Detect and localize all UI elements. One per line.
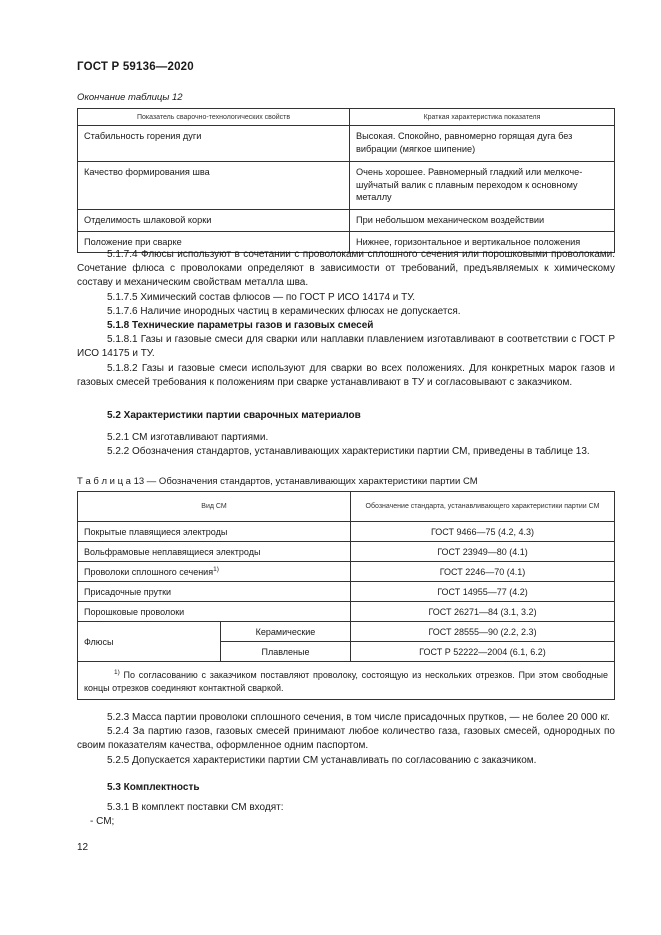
table-row <box>78 126 615 162</box>
paragraph: 5.3.1 В комплект поставки СМ входят: <box>107 802 284 813</box>
table13-std: ГОСТ 14955—77 (4.2) <box>351 582 615 602</box>
paragraph: 5.2.2 Обозначения стандартов, устанавливающих характеристики партии СМ, приведены в таблице 13. <box>107 446 590 458</box>
table13-kind: Проволоки сплошного сечения <box>84 567 214 577</box>
paragraph: 5.2.5 Допускается характеристики партии СМ устанавливать по согласованию с заказчиком. <box>107 754 537 766</box>
paragraph: 5.1.7.5 Химический состав флюсов — по ГОСТ Р ИСО 14174 и ТУ. <box>107 291 416 303</box>
table-footnote-row <box>78 662 615 700</box>
table-row <box>78 582 615 602</box>
table13-footnote <box>78 662 615 700</box>
table13-flux-sub: Керамические <box>221 622 351 642</box>
table13-col2-header: Обозначение стандарта, устанавливающего характеристики партии СМ <box>351 492 615 522</box>
table13-col1-header: Вид СМ <box>78 492 351 522</box>
table-13 <box>77 491 615 700</box>
table-row <box>78 562 615 582</box>
paragraph: 5.1.7.6 Наличие инородных частиц в керамических флюсах не допускается. <box>107 305 461 317</box>
standard-header: ГОСТ Р 59136—2020 <box>77 61 194 73</box>
paragraph: 5.2.1 СМ изготавливают партиями. <box>107 432 269 443</box>
table-row <box>78 542 615 562</box>
table12-prop: Качество формирования шва <box>78 162 350 210</box>
table-header-row <box>78 492 615 522</box>
table12-col2-header: Краткая характеристика показателя <box>350 109 615 126</box>
paragraph: 5.1.8.2 Газы и газовые смеси используют для сварки во всех положениях. Для конкретных марок газов и газовых смесей требования к положениям при сварке устанавливают в ТУ и согласовывают с заказчиком. <box>77 362 615 388</box>
table12-desc: Нижнее, горизонтальное и вертикальное положения <box>350 231 615 253</box>
table12-col1-header: Показатель сварочно-технологических свойств <box>78 109 350 126</box>
table12-prop: Отделимость шлаковой корки <box>78 210 350 232</box>
table13-std: ГОСТ 23949—80 (4.1) <box>351 542 615 562</box>
list-item: - СМ; <box>90 816 115 828</box>
text-block-2 <box>77 431 615 459</box>
table13-std: ГОСТ 28555—90 (2.2, 2.3) <box>351 622 615 642</box>
table12-desc: Очень хорошее. Равномерный гладкий или мелкочешуйчатый валик с плавным переходом к основному металлу <box>350 162 615 210</box>
table13-caption: Т а б л и ц а 13 — Обозначения стандартов, устанавливающих характеристики партии СМ <box>77 476 478 487</box>
table13-std: ГОСТ 2246—70 (4.1) <box>351 562 615 582</box>
table12-desc: При небольшом механическом воздействии <box>350 210 615 232</box>
table12-prop: Стабильность горения дуги <box>78 126 350 162</box>
table-row <box>78 602 615 622</box>
footnote-marker: 1) <box>213 566 219 573</box>
table12-caption: Окончание таблицы 12 <box>77 92 183 103</box>
table-header-row <box>78 109 615 126</box>
footnote-marker: 1) <box>114 669 120 676</box>
text-block-3 <box>77 711 615 768</box>
table13-kind: Присадочные прутки <box>78 582 351 602</box>
section-5-2-title: 5.2 Характеристики партии сварочных материалов <box>107 410 361 421</box>
table13-kind: Порошковые проволоки <box>78 602 351 622</box>
table12-prop: Положение при сварке <box>78 231 350 253</box>
table13-flux-sub: Плавленые <box>221 642 351 662</box>
footnote-text: По согласованию с заказчиком поставляют проволоку, состоящую из нескольких отрезков. При этом свободные концы отрезков соединяют контактной сваркой. <box>84 670 608 693</box>
table13-kind: Вольфрамовые неплавящиеся электроды <box>78 542 351 562</box>
table13-kind-cell <box>78 562 351 582</box>
table13-kind: Покрытые плавящиеся электроды <box>78 522 351 542</box>
subsection-heading: 5.1.8 Технические параметры газов и газовых смесей <box>107 320 374 332</box>
table13-std: ГОСТ 9466—75 (4.2, 4.3) <box>351 522 615 542</box>
paragraph: 5.2.3 Масса партии проволоки сплошного сечения, в том числе присадочных прутков, — не более 20 000 кг. <box>107 712 610 723</box>
table-row <box>78 210 615 232</box>
table12-desc: Высокая. Спокойно, равномерно горящая дуга без вибрации (мягкое шипение) <box>350 126 615 162</box>
table13-std: ГОСТ 26271—84 (3.1, 3.2) <box>351 602 615 622</box>
paragraph: 5.1.8.1 Газы и газовые смеси для сварки или наплавки плавлением изготавливают в соответствии с ГОСТ Р ИСО 14175 и ТУ. <box>77 334 615 360</box>
section-5-3-title: 5.3 Комплектность <box>107 782 200 793</box>
table13-flux-label: Флюсы <box>78 622 221 662</box>
page-number: 12 <box>77 842 89 853</box>
paragraph: 5.1.7.4 Флюсы используют в сочетании с проволоками сплошного сечения или порошковыми проволоками. Сочетание флюса с проволоками определяют в зависимости от требований, предъявляемых к химическому составу и механическим свойствам металла шва. <box>77 249 615 289</box>
table-12 <box>77 108 615 253</box>
table-row <box>78 522 615 542</box>
text-block-1 <box>77 248 615 390</box>
text-block-4 <box>77 801 615 829</box>
paragraph: 5.2.4 За партию газов, газовых смесей принимают любое количество газа, газовых смесей, однородных по своим показателям качества, оформленное одним паспортом. <box>77 726 615 752</box>
table-row <box>78 162 615 210</box>
table-row <box>78 622 615 642</box>
table13-std: ГОСТ Р 52222—2004 (6.1, 6.2) <box>351 642 615 662</box>
